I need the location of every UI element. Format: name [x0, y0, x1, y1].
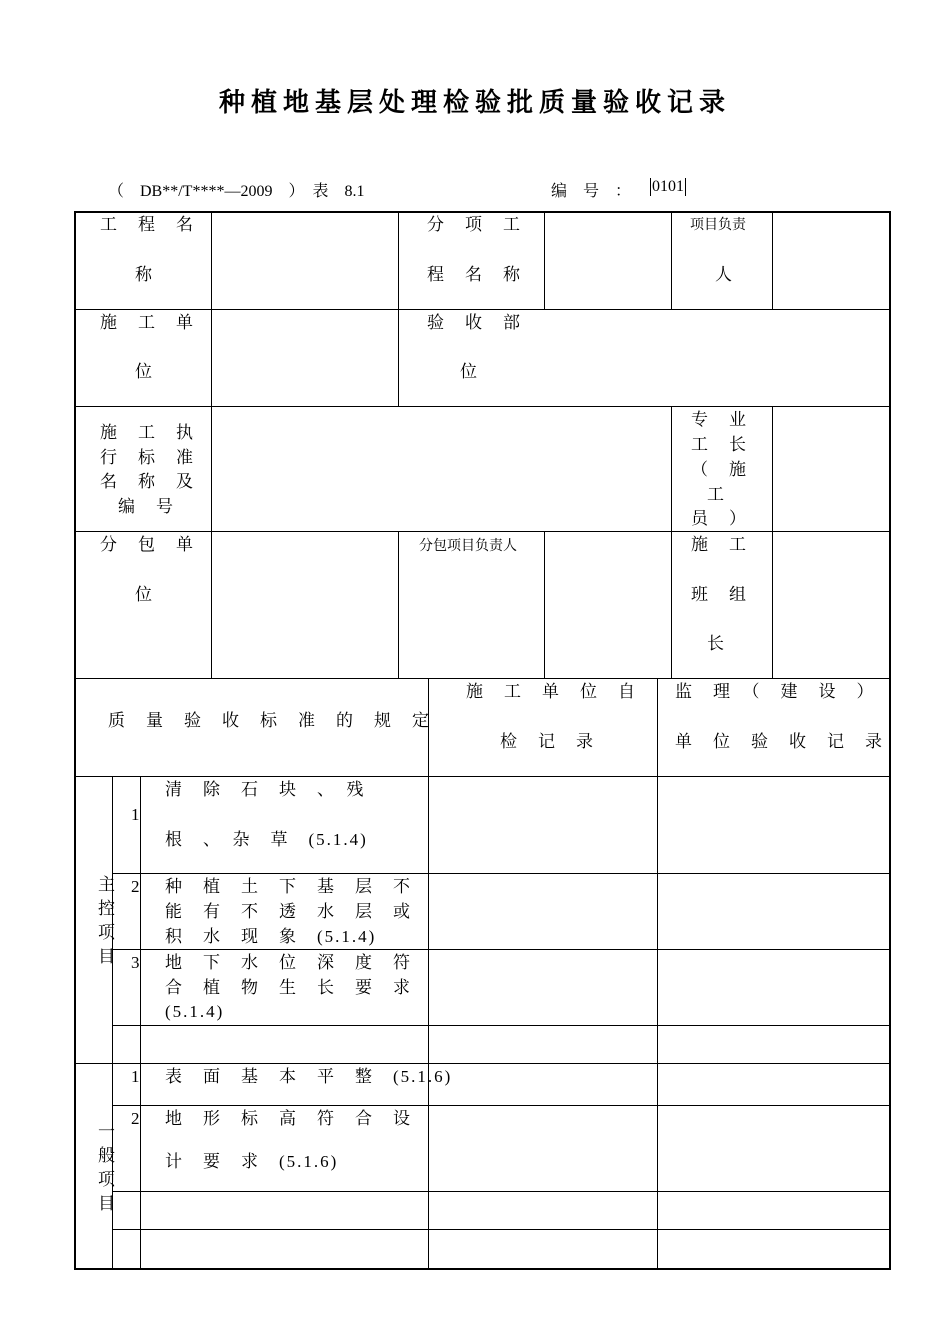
sub-project-label: 分 项 工: [427, 215, 522, 234]
main-item-2-text-cont2: 积 水 现 象 (5.1.4): [165, 927, 377, 946]
general-item-1-no: 1: [131, 1067, 142, 1086]
main-item-1-text: 清 除 石 块 、 残: [165, 780, 366, 799]
project-leader-label-cont: 人: [715, 265, 734, 284]
general-group-label: 一般项目: [98, 1122, 117, 1213]
spec-header: 质 量 验 收 标 准 的 规 定: [108, 711, 431, 730]
sub-project-label-cont: 程 名 称: [427, 265, 522, 284]
team-leader-label-line-2: 班 组: [691, 585, 748, 604]
main-item-1-text-cont: 根 、 杂 草 (5.1.4): [165, 830, 368, 849]
supervision-header: 监 理 （ 建 设 ）: [675, 682, 876, 701]
number-label: 编 号 ：: [551, 183, 632, 200]
standard-label-line-3: 名 称 及: [100, 472, 195, 491]
main-item-2-text-cont: 能 有 不 透 水 层 或: [165, 902, 412, 921]
sub-leader-label: 分包项目负责人: [419, 539, 517, 554]
project-name-label: 工 程 名: [100, 215, 195, 234]
general-item-2-text-cont: 计 要 求 (5.1.6): [165, 1152, 339, 1171]
number-field[interactable]: 0101: [652, 178, 684, 195]
main-item-3-text-cont: 合 植 物 生 长 要 求: [165, 978, 412, 997]
contractor-label: 施 工 单: [100, 313, 195, 332]
main-control-group-label: 主控项目: [98, 875, 117, 966]
team-leader-label-line-1: 施 工: [691, 535, 748, 554]
inspection-part-label: 验 收 部: [427, 313, 522, 332]
general-item-1-text: 表 面 基 本 平 整 (5.1.6): [165, 1067, 453, 1086]
project-name-label-cont: 称: [135, 265, 154, 284]
standard-label-line-1: 施 工 执: [100, 423, 195, 442]
standard-reference: （ DB**/T****—2009 ） 表 8.1: [108, 183, 365, 200]
supervision-header-cont: 单 位 验 收 记 录: [675, 732, 884, 751]
page-title: 种植地基层处理检验批质量验收记录: [218, 88, 731, 118]
main-item-3-no: 3: [131, 953, 142, 972]
main-item-2-no: 2: [131, 877, 142, 896]
general-item-2-text: 地 形 标 高 符 合 设: [165, 1109, 412, 1128]
contractor-label-cont: 位: [135, 362, 154, 381]
team-leader-label-line-3: 长: [707, 634, 726, 653]
main-item-1-no: 1: [131, 805, 142, 824]
main-item-2-text: 种 植 土 下 基 层 不: [165, 877, 412, 896]
foreman-label-line-4: 工: [707, 485, 726, 504]
foreman-label-line-1: 专 业: [691, 410, 748, 429]
foreman-label-line-3: （ 施: [691, 460, 748, 479]
project-leader-label: 项目负责: [690, 218, 746, 233]
standard-label-line-4: 编 号: [118, 497, 175, 516]
self-check-header: 施 工 单 位 自: [466, 682, 637, 701]
main-item-3-text: 地 下 水 位 深 度 符: [165, 953, 412, 972]
subcontractor-label: 分 包 单: [100, 535, 195, 554]
subcontractor-label-cont: 位: [135, 585, 154, 604]
foreman-label-line-5: 员 ）: [691, 509, 748, 528]
inspection-part-label-cont: 位: [460, 362, 479, 381]
foreman-label-line-2: 工 长: [691, 435, 748, 454]
self-check-header-cont: 检 记 录: [500, 732, 595, 751]
standard-label-line-2: 行 标 准: [100, 448, 195, 467]
main-item-3-text-cont2: (5.1.4): [165, 1002, 225, 1021]
general-item-2-no: 2: [131, 1109, 142, 1128]
